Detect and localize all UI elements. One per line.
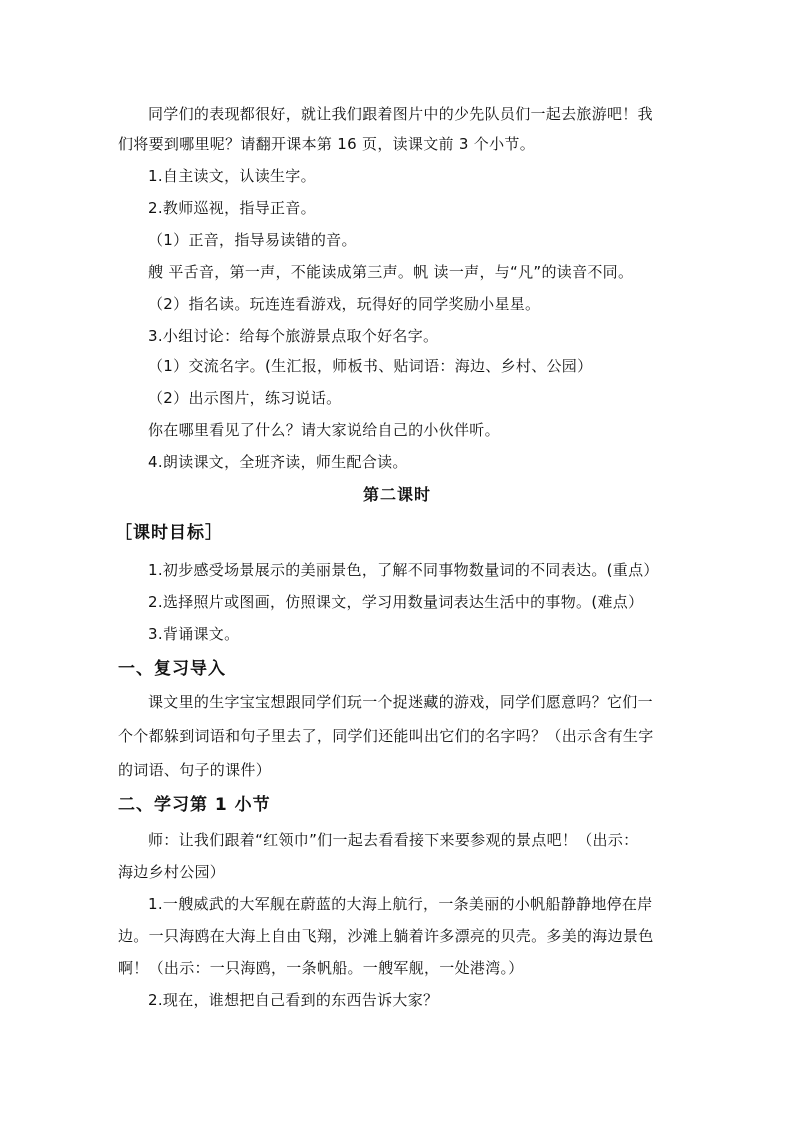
goals-heading: ［课时目标］ [115, 523, 223, 543]
goal-item: 2.选择照片或图画，仿照课文，学习用数量词表达生活中的事物。(难点） [148, 593, 644, 611]
lesson-title: 第二课时 [362, 485, 431, 504]
sub-item: （2）出示图片，练习说话。 [148, 389, 342, 407]
paragraph-line: 边。一只海鸥在大海上自由飞翔，沙滩上躺着许多漂亮的贝壳。多美的海边景色 [118, 927, 654, 945]
sub-item: （1）正音，指导易读错的音。 [148, 231, 357, 249]
pronunciation-note: 艘 平舌音，第一声，不能读成第三声。帆 读一声，与“凡”的读音不同。 [148, 263, 634, 281]
section-heading-review: 一、复习导入 [118, 659, 226, 679]
sub-item: （2）指名读。玩连连看游戏，玩得好的同学奖励小星星。 [148, 295, 541, 313]
paragraph-line: 2.现在，谁想把自己看到的东西告诉大家？ [148, 991, 439, 1009]
list-item: 3.小组讨论：给每个旅游景点取个好名字。 [148, 327, 439, 345]
paragraph-line: 1.一艘威武的大军舰在蔚蓝的大海上航行，一条美丽的小帆船静静地停在岸 [148, 895, 653, 913]
list-item: 1.自主读文，认读生字。 [148, 167, 316, 185]
goal-item: 3.背诵课文。 [148, 625, 240, 643]
paragraph-line: 个个都躲到词语和句子里去了，同学们还能叫出它们的名字吗？（出示含有生字 [118, 727, 654, 745]
list-item: 4.朗读课文，全班齐读，师生配合读。 [148, 453, 408, 471]
paragraph-line: 师：让我们跟着“红领巾”们一起去看看接下来要参观的景点吧！（出示： [148, 831, 639, 849]
section-heading-study: 二、学习第 1 小节 [118, 795, 271, 815]
paragraph-line: 们将要到哪里呢？请翻开课本第 16 页，读课文前 3 个小节。 [118, 135, 536, 153]
paragraph-line: 啊！（出示：一只海鸥，一条帆船。一艘军舰，一处港湾。） [118, 959, 524, 977]
goal-item: 1.初步感受场景展示的美丽景色，了解不同事物数量词的不同表达。(重点） [148, 561, 659, 579]
sub-item: （1）交流名字。(生汇报，师板书、贴词语：海边、乡村、公园） [148, 357, 593, 375]
paragraph-line: 课文里的生字宝宝想跟同学们玩一个捉迷藏的游戏，同学们愿意吗？它们一 [148, 693, 653, 711]
paragraph-line: 你在哪里看见了什么？请大家说给自己的小伙伴听。 [148, 421, 500, 439]
paragraph-line: 同学们的表现都很好，就让我们跟着图片中的少先队员们一起去旅游吧！我 [148, 105, 653, 123]
paragraph-line: 海边乡村公园） [118, 863, 226, 881]
paragraph-line: 的词语、句子的课件） [118, 761, 272, 779]
list-item: 2.教师巡视，指导正音。 [148, 199, 316, 217]
